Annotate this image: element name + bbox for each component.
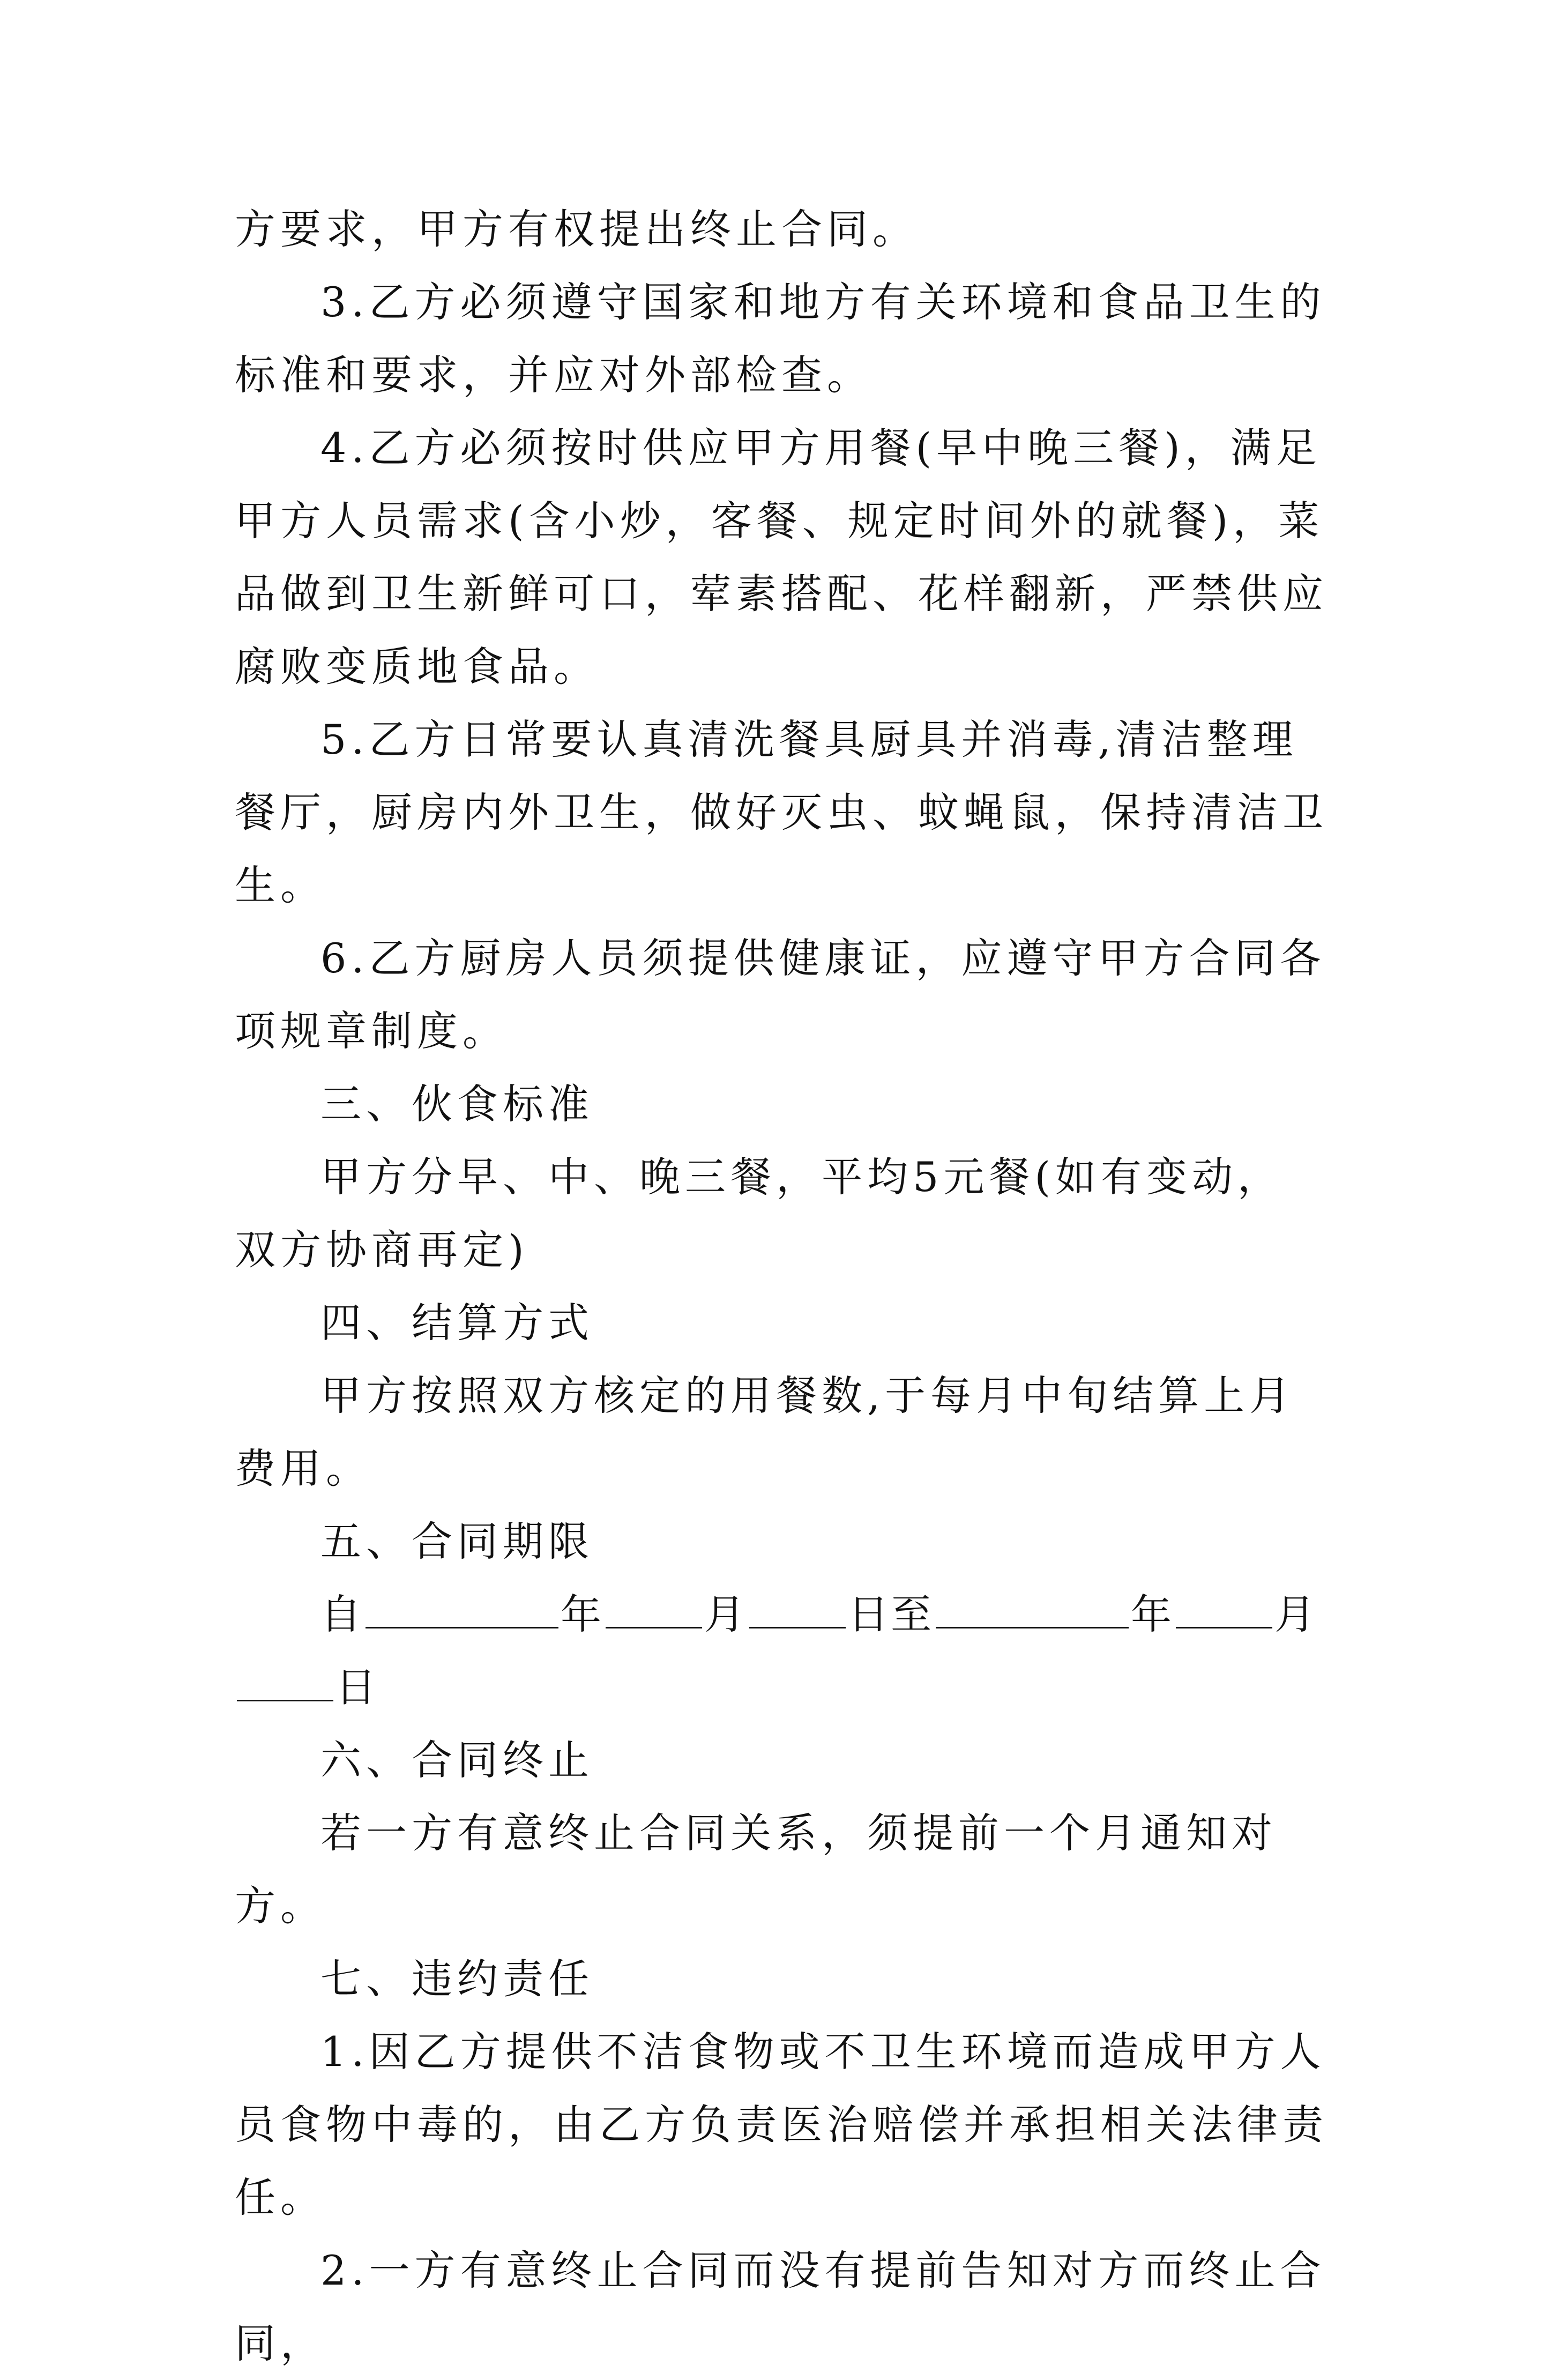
blank-end-day xyxy=(237,1657,333,1701)
clause-4: 4.乙方必须按时供应甲方用餐(早中晚三餐)，满足甲方人员需求(含小炒，客餐、规定时间外的就餐)，菜品做到卫生新鲜可口，荤素搭配、花样翻新，严禁供应腐败变质地食品。 xyxy=(235,424,1328,690)
section-heading-meal-standard: 三、伙食标准 xyxy=(320,1080,594,1128)
meal-standard-text: 甲方分早、中、晚三餐，平均5元餐(如有变动，双方协商再定) xyxy=(235,1153,1284,1274)
termination-text: 若一方有意终止合同关系，须提前一个月通知对方。 xyxy=(235,1809,1277,1930)
date-year-label-2: 年 xyxy=(1131,1590,1174,1638)
blank-start-month xyxy=(606,1584,702,1628)
blank-start-year xyxy=(366,1584,558,1628)
clause-6: 6.乙方厨房人员须提供健康证，应遵守甲方合同各项规章制度。 xyxy=(235,934,1326,1055)
blank-start-day xyxy=(749,1584,846,1628)
section-heading-liability: 七、违约责任 xyxy=(320,1955,594,2003)
clause-3: 3.乙方必须遵守国家和地方有关环境和食品卫生的标准和要求，并应对外部检查。 xyxy=(235,278,1326,399)
date-month-label-2: 月 xyxy=(1274,1590,1317,1638)
date-year-label-1: 年 xyxy=(561,1590,603,1638)
paragraph-continuation: 方要求，甲方有权提出终止合同。 xyxy=(235,205,918,253)
liability-clause-1: 1.因乙方提供不洁食物或不卫生环境而造成甲方人员食物中毒的，由乙方负责医治赔偿并承担相关法律责任。 xyxy=(235,2028,1328,2221)
contract-body xyxy=(235,193,1328,2380)
date-to-label: 日至 xyxy=(848,1590,934,1638)
liability-clause-2: 2.一方有意终止合同而没有提前告知对方而终止合同， xyxy=(235,2247,1326,2367)
settlement-text: 甲方按照双方核定的用餐数,于每月中旬结算上月费用。 xyxy=(235,1372,1295,1492)
section-heading-settlement: 四、结算方式 xyxy=(320,1299,594,1347)
blank-end-month xyxy=(1176,1584,1272,1628)
blank-end-year xyxy=(936,1584,1129,1628)
date-from-label: 自 xyxy=(320,1590,363,1638)
section-heading-contract-term: 五、合同期限 xyxy=(320,1518,594,1565)
date-month-label-1: 月 xyxy=(704,1590,747,1638)
clause-5: 5.乙方日常要认真清洗餐具厨具并消毒,清洁整理餐厅，厨房内外卫生，做好灭虫、蚊蝇鼠，保持清洁卫生。 xyxy=(235,716,1328,909)
section-heading-termination: 六、合同终止 xyxy=(320,1736,594,1784)
contract-term-date-line xyxy=(235,1578,1328,1724)
date-day-label-2: 日 xyxy=(335,1663,378,1711)
